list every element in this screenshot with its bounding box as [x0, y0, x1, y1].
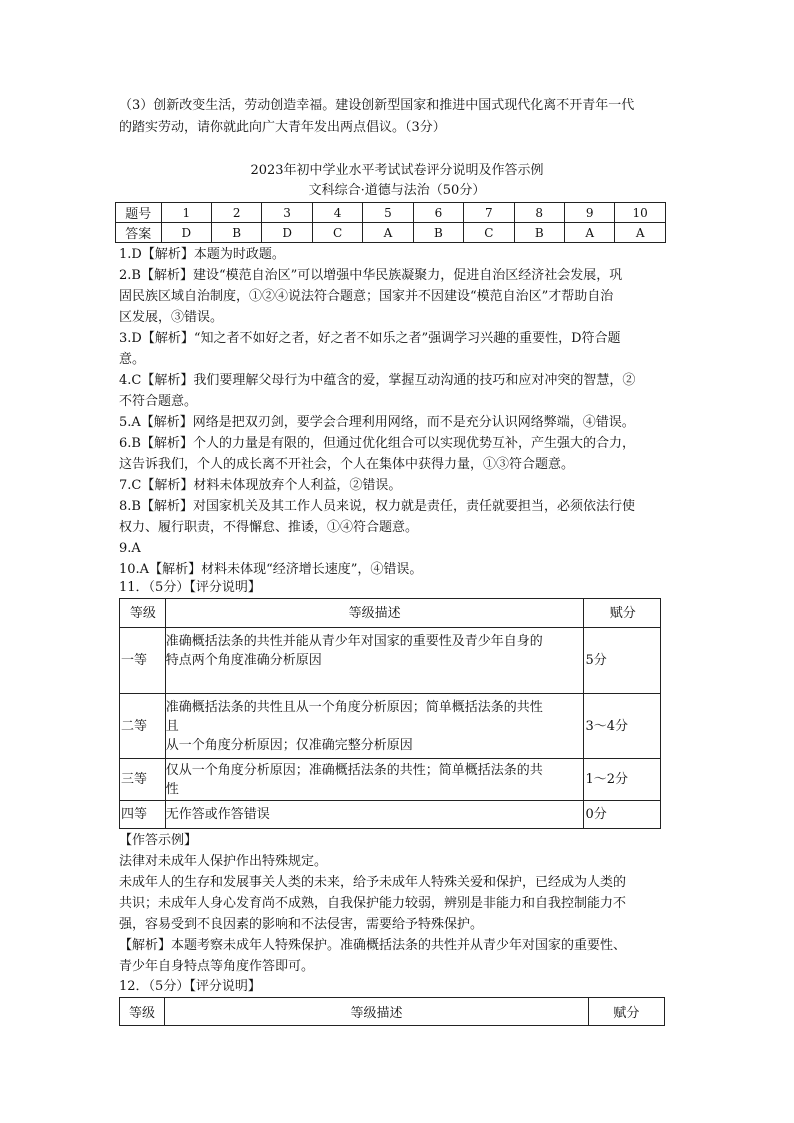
table-cell: 9 — [564, 203, 614, 223]
page-title: 2023年初中学业水平考试试卷评分说明及作答示例 — [250, 163, 544, 178]
grade-cell: 三等 — [120, 759, 166, 801]
explanation-6-line-2: 这告诉我们，个人的成长离不开社会，个人在集体中获得力量，①③符合题意。 — [119, 457, 575, 472]
table-row — [120, 628, 661, 694]
grading-table-header — [120, 599, 661, 628]
table-row — [120, 694, 661, 759]
explanation-2-line-3: 区发展，③错误。 — [119, 310, 224, 325]
description-line: 准确概括法条的共性且从一个角度分析原因；简单概括法条的共性 — [165, 699, 543, 715]
explanation-8-line-1: 8.B【解析】对国家机关及其工作人员来说，权力就是责任，责任就要担当，必须依法行使 — [119, 499, 635, 514]
score-cell: 3～4分 — [584, 694, 661, 759]
explanation-2-line-1: 2.B【解析】建设“模范自治区”可以增强中华民族凝聚力，促进自治区经济社会发展，巩 — [119, 268, 623, 283]
answer-header: 答案 — [116, 223, 162, 243]
table-cell: A — [615, 223, 666, 243]
question-11-label: 11．（5分）【评分说明】 — [119, 580, 261, 595]
table-row — [120, 801, 661, 829]
explanation-10: 10.A【解析】材料未体现“经济增长速度”，④错误。 — [119, 562, 423, 577]
score-cell: 5分 — [584, 628, 661, 694]
answer-example-line-3: 共识；未成年人身心发育尚不成熟，自我保护能力较弱，辨别是非能力和自我控制能力不 — [119, 896, 627, 911]
table-cell: A — [564, 223, 614, 243]
description-cell — [165, 759, 584, 801]
table-cell: D — [161, 223, 211, 243]
description-header: 等级描述 — [165, 599, 584, 628]
description-line: 且 — [165, 718, 179, 734]
explanation-5: 5.A【解析】网络是把双刃剑，要学会合理利用网络，而不是充分认识网络弊端，④错误。 — [119, 415, 635, 430]
table-cell: 10 — [615, 203, 666, 223]
table-row — [120, 759, 661, 801]
answer-table-number-row — [116, 203, 666, 223]
table-cell: C — [312, 223, 362, 243]
description-cell — [165, 628, 584, 694]
score-cell: 0分 — [584, 801, 661, 829]
grading-table-q12 — [119, 997, 665, 1026]
grade-cell: 一等 — [120, 628, 166, 694]
answer-example-label: 【作答示例】 — [119, 833, 198, 848]
table-cell: 7 — [464, 203, 514, 223]
table-cell: B — [413, 223, 463, 243]
table-cell: 3 — [262, 203, 312, 223]
explanation-2-line-2: 固民族区域自治制度，①②④说法符合题意；国家并不因建设“模范自治区”才帮助自治 — [119, 289, 614, 304]
page-subtitle: 文科综合·道德与法治（50分） — [308, 183, 486, 198]
grading-table-header — [120, 998, 665, 1026]
score-cell: 1～2分 — [584, 759, 661, 801]
explanation-8-line-2: 权力、履行职责，不得懈怠、推诿，①④符合题意。 — [119, 520, 419, 535]
table-cell: 8 — [514, 203, 564, 223]
question-3-line-1: （3）创新改变生活，劳动创造幸福。建设创新型国家和推进中国式现代化离不开青年一代 — [119, 98, 635, 113]
question-12-label: 12．（5分）【评分说明】 — [119, 979, 261, 994]
explanation-7: 7.C【解析】材料未体现放弃个人利益，②错误。 — [119, 478, 402, 493]
table-cell: C — [464, 223, 514, 243]
description-line: 从一个角度分析原因；仅准确完整分析原因 — [165, 737, 413, 753]
description-line: 性 — [165, 781, 179, 797]
answer-key-table — [115, 202, 666, 243]
table-cell: 4 — [312, 203, 362, 223]
table-cell: B — [211, 223, 261, 243]
table-cell: 1 — [161, 203, 211, 223]
explanation-4-line-2: 不符合题意。 — [119, 394, 198, 409]
description-line: 准确概括法条的共性并能从青少年对国家的重要性及青少年自身的 — [165, 634, 543, 649]
answer-example-line-2: 未成年人的生存和发展事关人类的未来，给予未成年人特殊关爱和保护，已经成为人类的 — [119, 875, 627, 890]
explanation-4-line-1: 4.C【解析】我们要理解父母行为中蕴含的爱，掌握互动沟通的技巧和应对冲突的智慧，② — [119, 373, 636, 388]
table-cell: 6 — [413, 203, 463, 223]
grading-table-q11 — [119, 598, 661, 829]
table-cell: 5 — [363, 203, 413, 223]
grade-header: 等级 — [120, 599, 166, 628]
score-header: 赋分 — [588, 998, 664, 1026]
grade-header: 等级 — [120, 998, 165, 1026]
table-cell: A — [363, 223, 413, 243]
description-line — [166, 670, 584, 689]
explanation-6-line-1: 6.B【解析】个人的力量是有限的，但通过优化组合可以实现优势互补，产生强大的合力， — [119, 436, 635, 451]
answer-table-answer-row — [116, 223, 666, 243]
description-cell: 无作答或作答错误 — [165, 801, 584, 829]
analysis-line-1: 【解析】本题考察未成年人特殊保护。准确概括法条的共性并从青少年对国家的重要性、 — [119, 938, 627, 953]
explanation-9: 9.A — [119, 541, 141, 556]
number-header: 题号 — [116, 203, 162, 223]
grade-cell: 二等 — [120, 694, 166, 759]
answer-example-line-4: 强，容易受到不良因素的影响和不法侵害，需要给予特殊保护。 — [119, 917, 484, 932]
score-header: 赋分 — [584, 599, 661, 628]
explanation-3-line-1: 3.D【解析】“知之者不如好之者，好之者不如乐之者”强调学习兴趣的重要性，D符合题 — [119, 331, 621, 346]
description-cell — [165, 694, 584, 759]
explanation-3-line-2: 意。 — [119, 352, 146, 367]
description-header: 等级描述 — [165, 998, 589, 1026]
analysis-line-2: 青少年自身特点等角度作答即可。 — [119, 959, 315, 974]
explanation-1: 1.D【解析】本题为时政题。 — [119, 247, 285, 262]
table-cell: 2 — [211, 203, 261, 223]
grade-cell: 四等 — [120, 801, 166, 829]
answer-example-line-1: 法律对未成年人保护作出特殊规定。 — [119, 854, 328, 869]
table-cell: B — [514, 223, 564, 243]
table-cell: D — [262, 223, 312, 243]
question-3-line-2: 的踏实劳动，请你就此向广大青年发出两点倡议。（3分） — [119, 120, 446, 135]
description-line: 特点两个角度准确分析原因 — [165, 653, 322, 668]
description-line: 仅从一个角度分析原因；准确概括法条的共性；简单概括法条的共 — [165, 762, 543, 778]
